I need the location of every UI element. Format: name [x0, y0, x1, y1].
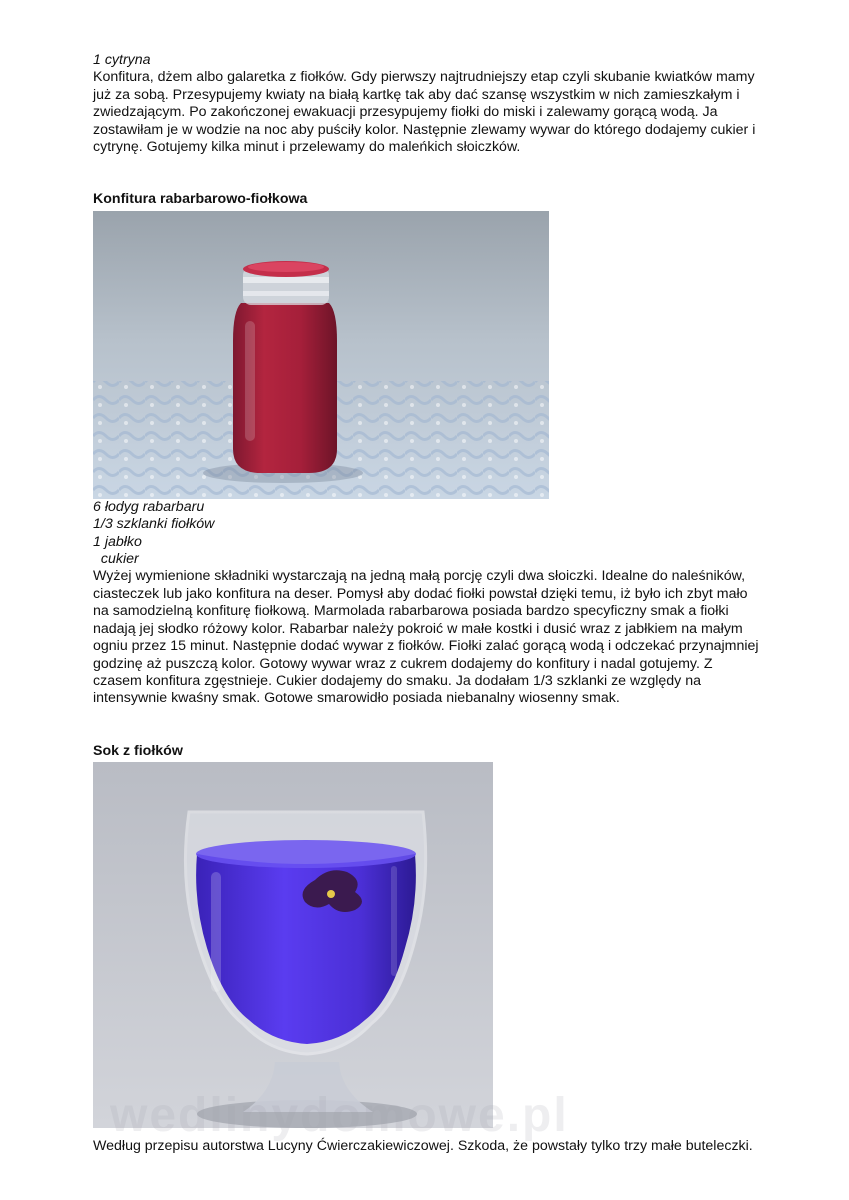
juice-caption: Według przepisu autorstwa Lucyny Ćwierczakiewiczowej. Szkoda, że powstały tylko trzy małe buteleczki.: [93, 1138, 753, 1155]
jam-ingredient: 6 łodyg rabarbaru: [93, 498, 205, 515]
intro-paragraph: Konfitura, dżem albo galaretka z fiołków. Gdy pierwszy najtrudniejszy etap czyli skubanie kwiatków mamy już za sobą. Przesypujemy kwiaty na białą kartkę tak aby dać szansę wszystkim w nich zamieszkałym i zwiedzającym. Po zakończonej ewakuacji przesypujemy fiołki do miski i zalewamy gorącą wodą. Ja zostawiłam je w wodzie na noc aby puściły kolor. Następnie zlewamy wywar do którego dodajemy cukier i cytrynę. Gotujemy kilka minut i przelewamy do maleńkich słoiczków.: [93, 69, 756, 156]
document-page: [93, 52, 805, 1128]
violet-juice-photo: [93, 762, 493, 1128]
ingredient-lemon: 1 cytryna: [93, 52, 151, 68]
jam-title: Konfitura rabarbarowo-fiołkowa: [93, 191, 308, 208]
juice-title: Sok z fiołków: [93, 742, 183, 759]
jam-ingredient: 1/3 szklanki fiołków: [93, 516, 215, 533]
jam-paragraph: Wyżej wymienione składniki wystarczają na jedną małą porcję czyli dwa słoiczki. Idealne do naleśników, ciasteczek lub jako konfitura na deser. Pomysł aby dodać fiołki powstał dzięki temu, iż było ich zbyt mało na samodzielną konfiturę fiołkową. Marmolada rabarbarowa posiada bardzo specyficzny smak a fiołki nadają jej słodko różowy kolor. Rabarbar należy pokroić w małe kostki i dusić wraz z jabłkiem na małym ogniu przez 15 minut. Następnie dodać wywar z fiołków. Fiołki zalać gorącą wodą i odczekać przynajmniej godzinę aż puszczą kolor. Gotowy wywar wraz z cukrem dodajemy do konfitury i nadal gotujemy. Z czasem konfitura zgęstnieje. Cukier dodajemy do smaku. Ja dodałam 1/3 szklanki ze względy na intensywnie kwaśny smak. Gotowe smarowidło posiada niebanalny wiosenny smak.: [93, 568, 759, 707]
jam-ingredient: cukier: [93, 551, 139, 568]
jam-jar-photo: [93, 211, 549, 499]
jam-ingredient: 1 jabłko: [93, 533, 142, 550]
